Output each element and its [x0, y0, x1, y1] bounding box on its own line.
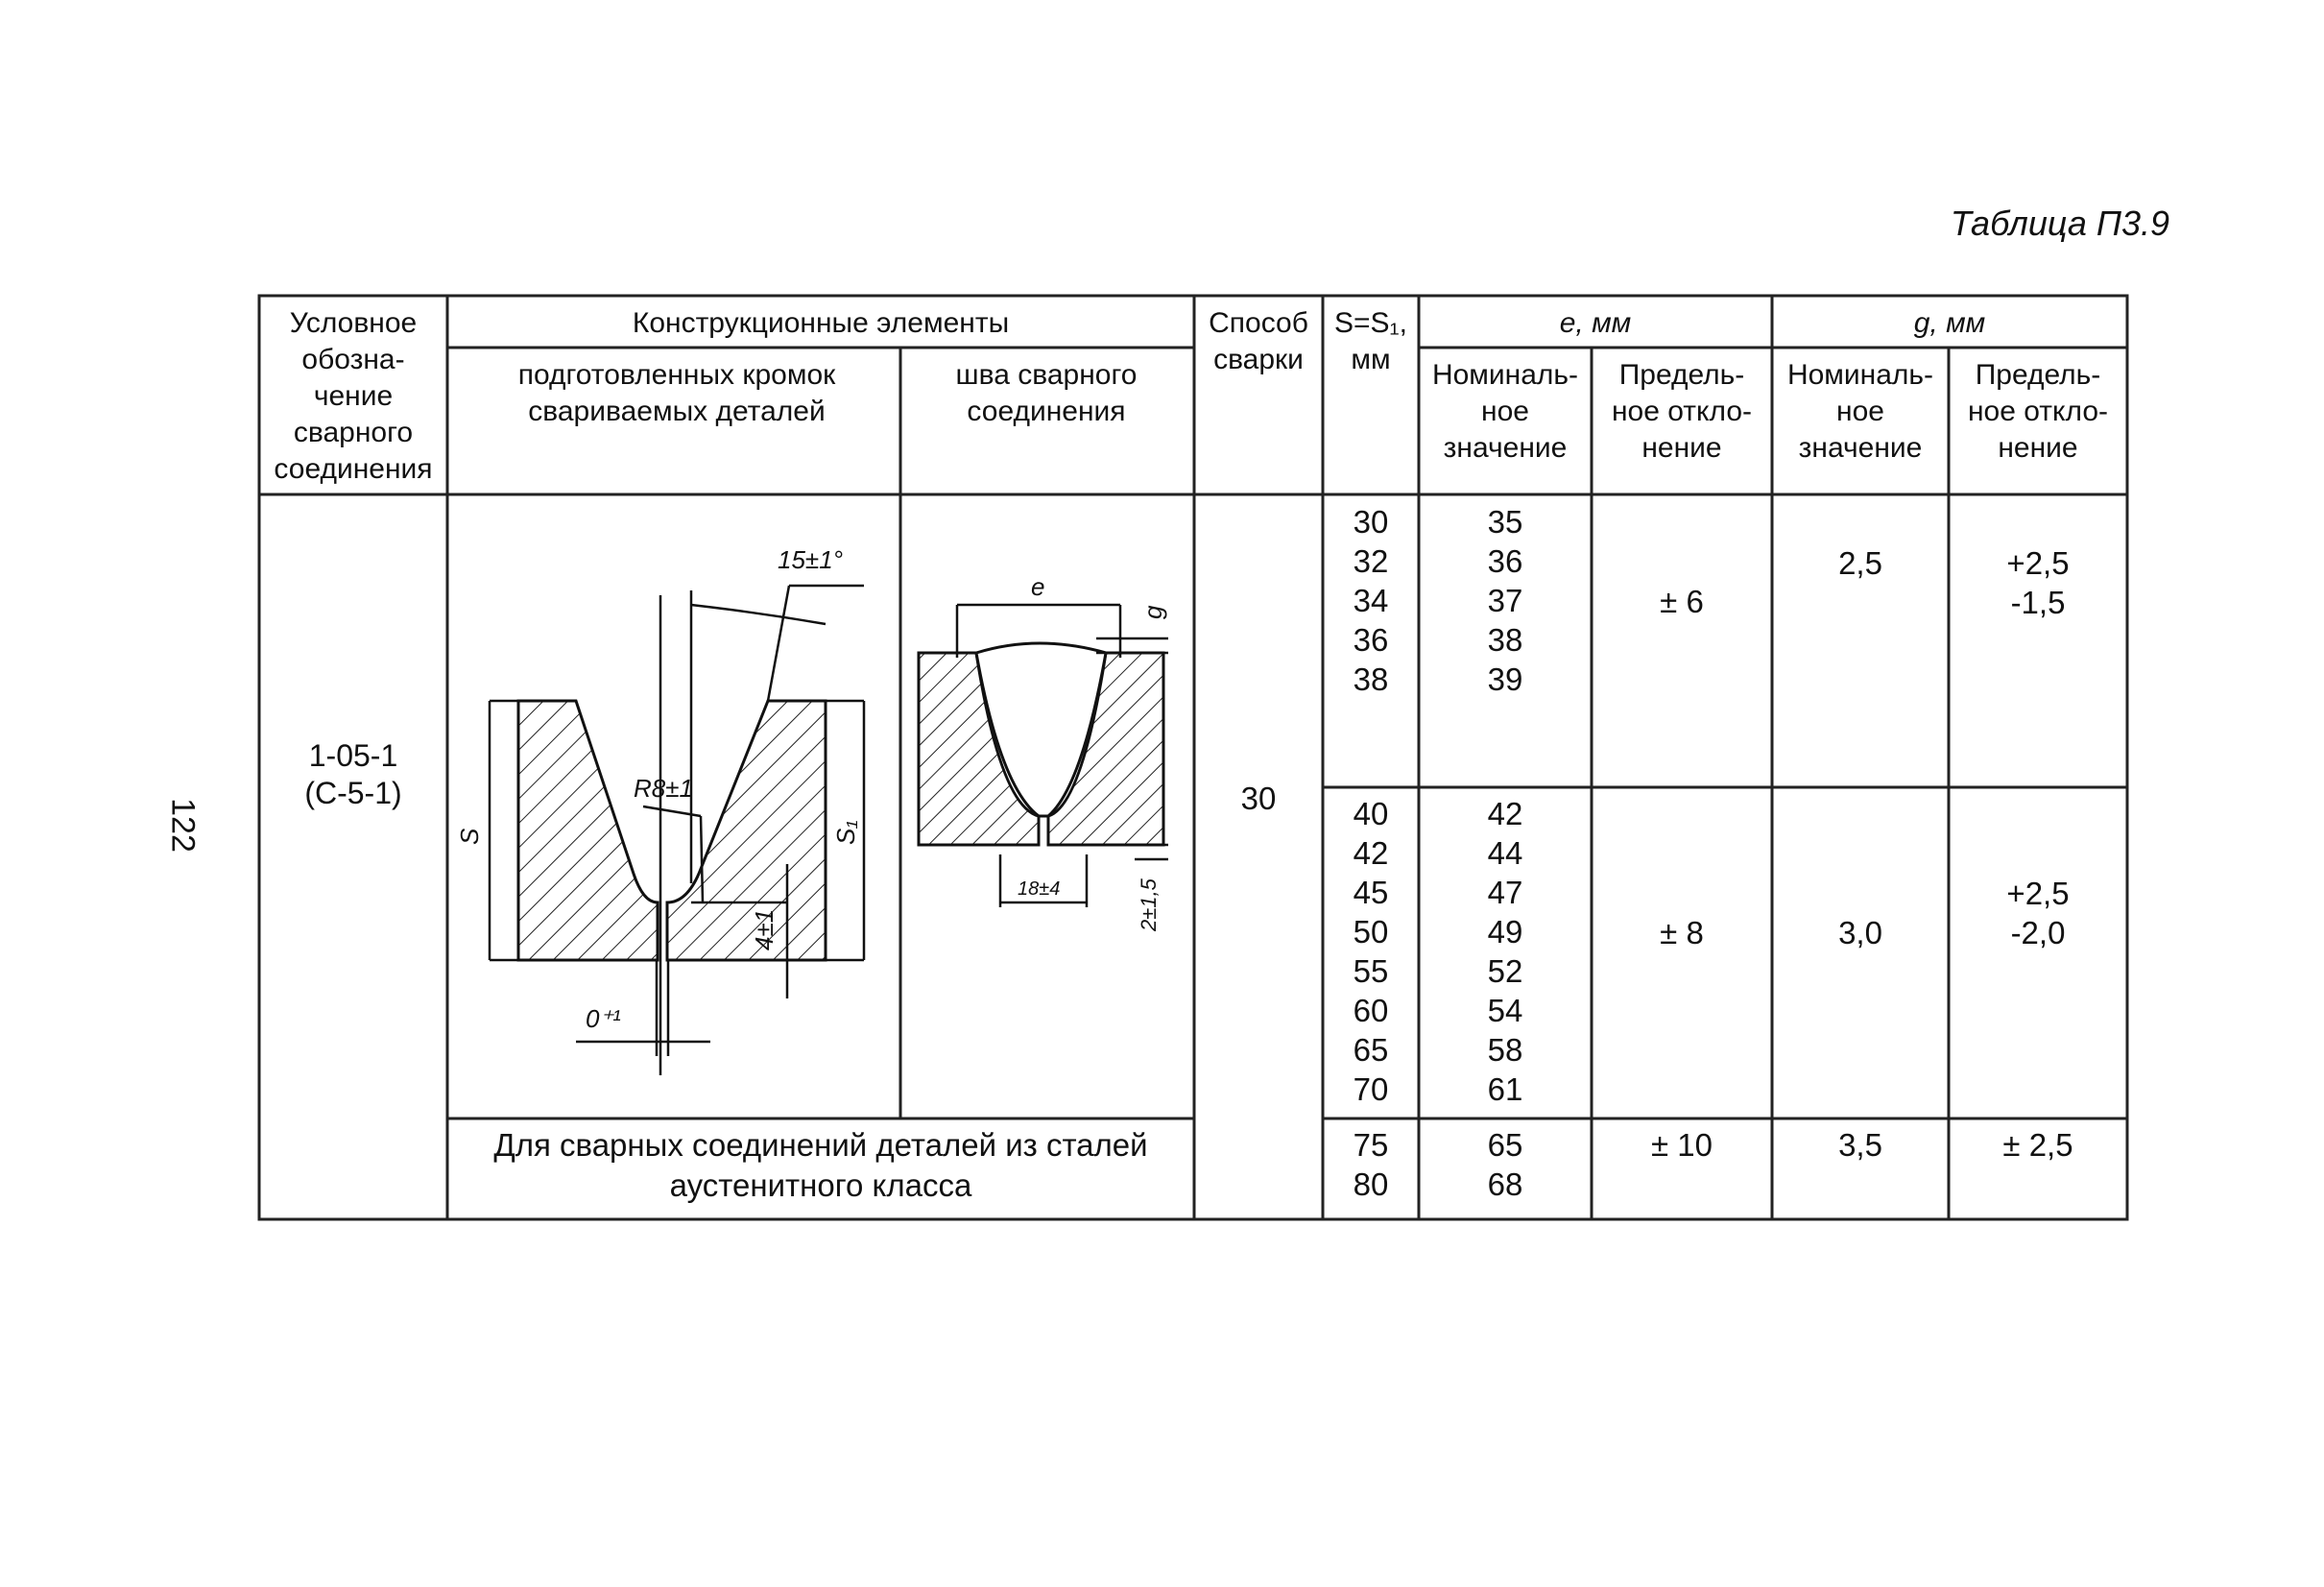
e-value: 39 — [1487, 661, 1523, 697]
table-caption: Таблица П3.9 — [1950, 204, 2169, 243]
e-value: 42 — [1487, 796, 1523, 831]
g-tolerance-group-1: +2,5 -1,5 — [2006, 545, 2070, 620]
e-value: 65 — [1487, 1127, 1523, 1163]
g-nominal-group-3: 3,5 — [1838, 1127, 1882, 1163]
g-tolerance-group-2: +2,5 -2,0 — [2006, 876, 2070, 950]
s-values-group-3 — [1327, 1125, 1415, 1204]
header-g: g, мм — [1913, 307, 1986, 339]
root-width-label: 18±4 — [1018, 878, 1061, 900]
root-label: 4±1 — [750, 908, 779, 950]
designation-cell: 1-05-1 (С-5-1) — [304, 738, 402, 810]
header-method: Способ сварки — [1209, 307, 1308, 375]
edge-preparation-drawing — [451, 499, 898, 1114]
s-value: 40 — [1353, 796, 1389, 831]
e-tolerance-group-3: ± 10 — [1651, 1127, 1713, 1163]
e-label: e — [1031, 572, 1045, 601]
e-value: 38 — [1487, 622, 1523, 658]
radius-label: R8±1 — [634, 774, 693, 803]
e-values-group-3 — [1423, 1125, 1588, 1204]
header-elements: Конструкционные элементы — [632, 307, 1010, 339]
note-cell: Для сварных соединений деталей из сталей аустенитного класса — [493, 1127, 1148, 1203]
s-value: 36 — [1353, 622, 1389, 658]
e-value: 54 — [1487, 993, 1523, 1028]
root-height-label: 2±1,5 — [1137, 878, 1161, 931]
e-value: 47 — [1487, 875, 1523, 910]
header-g-nominal: Номиналь-ное значение — [1786, 359, 1934, 464]
e-tolerance-group-1: ± 6 — [1660, 584, 1704, 619]
e-value: 49 — [1487, 914, 1523, 950]
header-e-nominal: Номиналь-ное значение — [1431, 359, 1579, 464]
e-value: 61 — [1487, 1071, 1523, 1107]
e-value: 37 — [1487, 583, 1523, 618]
left-part — [518, 701, 658, 960]
e-value: 44 — [1487, 835, 1523, 871]
s-value: 50 — [1353, 914, 1389, 950]
header-g-tolerance: Предель-ное откло-нение — [1967, 359, 2108, 464]
e-value: 58 — [1487, 1032, 1523, 1068]
s-value: 80 — [1353, 1166, 1389, 1202]
e-value: 68 — [1487, 1166, 1523, 1202]
s-value: 60 — [1353, 993, 1389, 1028]
e-values-group-2 — [1423, 794, 1588, 1109]
g-label: g — [1138, 605, 1167, 619]
gap-label: 0⁺¹ — [586, 1004, 621, 1033]
e-value: 35 — [1487, 504, 1523, 540]
method-cell: 30 — [1240, 781, 1277, 816]
header-e-tolerance: Предель-ное откло-нение — [1611, 359, 1752, 464]
s-value: 55 — [1353, 953, 1389, 989]
header-edges: подготовленных кромок свариваемых деталей — [517, 359, 836, 427]
e-value: 52 — [1487, 953, 1523, 989]
header-designation: Условное обозна-чение сварного соединения — [274, 307, 433, 485]
g-nominal-group-1: 2,5 — [1838, 545, 1882, 581]
s-values-group-2 — [1327, 794, 1415, 1109]
s1-label: S₁ — [831, 820, 860, 845]
s-value: 38 — [1353, 661, 1389, 697]
header-s: S=S₁, мм — [1334, 307, 1407, 375]
s-value: 42 — [1353, 835, 1389, 871]
s-value: 34 — [1353, 583, 1389, 618]
s-values-group-1 — [1327, 502, 1415, 699]
g-nominal-group-2: 3,0 — [1838, 915, 1882, 950]
g-tolerance-group-3: ± 2,5 — [2002, 1127, 2073, 1163]
s-value: 30 — [1353, 504, 1389, 540]
s-value: 45 — [1353, 875, 1389, 910]
s-value: 70 — [1353, 1071, 1389, 1107]
page-number: 122 — [164, 798, 202, 853]
header-e: e, мм — [1559, 307, 1632, 339]
s-value: 32 — [1353, 543, 1389, 579]
e-values-group-1 — [1423, 502, 1588, 699]
s-label: S — [455, 828, 484, 845]
s-value: 65 — [1353, 1032, 1389, 1068]
e-value: 36 — [1487, 543, 1523, 579]
header-seam: шва сварного соединения — [955, 359, 1138, 427]
e-tolerance-group-2: ± 8 — [1660, 915, 1704, 950]
angle-label: 15±1° — [778, 545, 844, 574]
s-value: 75 — [1353, 1127, 1389, 1163]
weld-seam-drawing — [904, 499, 1192, 1114]
